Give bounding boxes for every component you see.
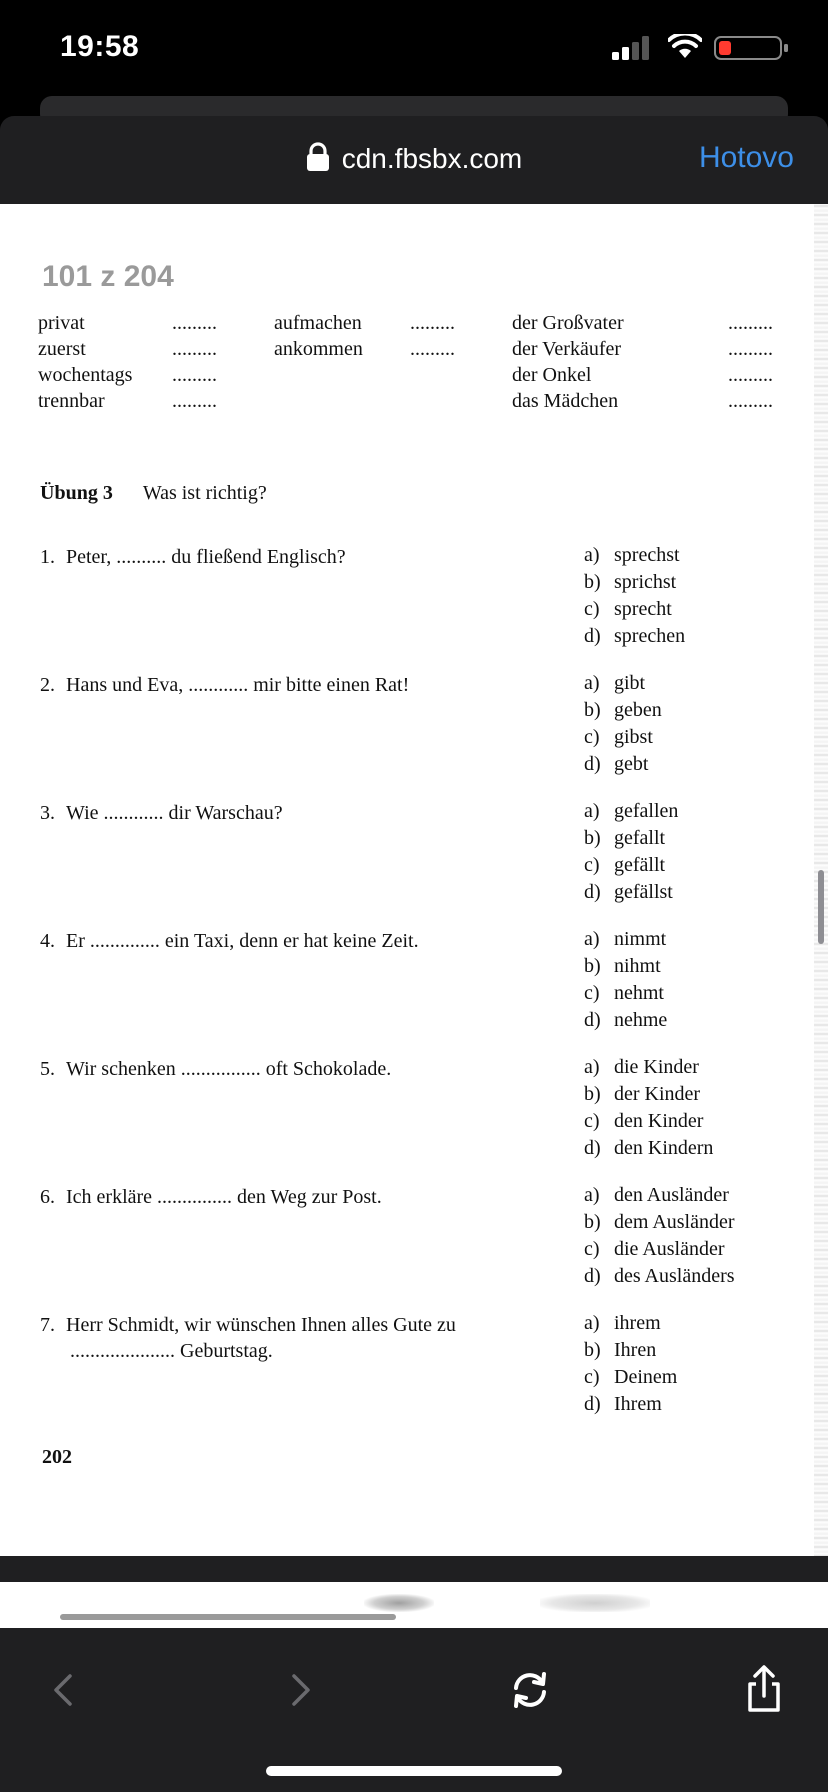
question-text: Hans und Eva, ............ mir bitte einen Rat!	[66, 674, 410, 696]
clock: 19:58	[60, 30, 140, 63]
battery-low-icon	[714, 36, 790, 60]
scan-smudge	[364, 1594, 434, 1612]
option: d) des Ausländers	[584, 1265, 735, 1287]
blank: .........	[728, 364, 773, 386]
vocab-column-2	[274, 310, 363, 362]
vocab-column-1	[38, 310, 132, 414]
blank: .........	[410, 312, 455, 334]
option: c) gefällt	[584, 854, 666, 876]
status-bar	[0, 0, 828, 100]
question-text: Er .............. ein Taxi, denn er hat keine Zeit.	[66, 930, 419, 952]
vertical-scrollbar[interactable]	[818, 870, 824, 944]
option: a) den Ausländer	[584, 1184, 729, 1206]
question-1	[40, 544, 540, 570]
back-icon	[34, 1660, 94, 1720]
option: c) gibst	[584, 726, 653, 748]
scan-smudge	[540, 1594, 650, 1612]
blank: .........	[172, 312, 217, 334]
option: d) nehme	[584, 1009, 668, 1031]
option: a) nimmt	[584, 928, 667, 950]
option: a) gibt	[584, 672, 646, 694]
options-2	[584, 670, 662, 778]
option: b) gefallt	[584, 827, 666, 849]
forward-icon	[270, 1660, 330, 1720]
exercise-title: Was ist richtig?	[142, 482, 267, 504]
option: b) dem Ausländer	[584, 1211, 735, 1233]
option: d) gefällst	[584, 881, 673, 903]
vocab-word: trennbar	[38, 390, 105, 412]
page-gap	[0, 1556, 828, 1582]
vocab-table	[0, 310, 828, 420]
page-counter: 101 z 204	[42, 260, 174, 293]
question-text: Ich erkläre ............... den Weg zur Post.	[66, 1186, 382, 1208]
status-icons	[590, 36, 790, 62]
options-4	[584, 926, 667, 1034]
question-text: Wir schenken ................ oft Schokolade.	[66, 1058, 392, 1080]
blank: .........	[410, 338, 455, 360]
question-2	[40, 672, 540, 698]
question-number: 2.	[40, 674, 55, 696]
question-number: 5.	[40, 1058, 55, 1080]
vocab-word: das Mädchen	[512, 390, 619, 412]
vocab-blanks-1	[172, 310, 217, 414]
question-4	[40, 928, 540, 954]
document-page[interactable]	[0, 204, 828, 1556]
wifi-icon	[668, 34, 702, 60]
options-6	[584, 1182, 735, 1290]
vocab-word: aufmachen	[274, 312, 362, 334]
option: d) gebt	[584, 753, 649, 775]
option: b) geben	[584, 699, 662, 721]
option: d) Ihrem	[584, 1393, 662, 1415]
question-number: 3.	[40, 802, 55, 824]
question-5	[40, 1056, 540, 1082]
vocab-word: zuerst	[38, 338, 86, 360]
question-text: Peter, .......... du fließend Englisch?	[66, 546, 346, 568]
home-indicator[interactable]	[266, 1766, 562, 1776]
options-3	[584, 798, 678, 906]
question-text: Wie ............ dir Warschau?	[66, 802, 283, 824]
options-1	[584, 542, 685, 650]
vocab-blanks-3	[728, 310, 773, 414]
done-button[interactable]: Hotovo	[698, 141, 794, 174]
option: b) der Kinder	[584, 1083, 701, 1105]
vocab-word: der Verkäufer	[512, 338, 622, 360]
page-number: 202	[42, 1446, 72, 1468]
blank: .........	[728, 390, 773, 412]
option: a) sprechst	[584, 544, 680, 566]
question-number: 7.	[40, 1314, 55, 1336]
question-number: 4.	[40, 930, 55, 952]
options-5	[584, 1054, 713, 1162]
forward-button[interactable]	[270, 1660, 330, 1720]
blank: .........	[172, 390, 217, 412]
question-number: 6.	[40, 1186, 55, 1208]
option: d) den Kindern	[584, 1137, 714, 1159]
vocab-word: privat	[38, 312, 85, 334]
blank: .........	[728, 312, 773, 334]
question-7	[40, 1312, 560, 1364]
vocab-word: der Onkel	[512, 364, 592, 386]
cellular-signal-icon	[612, 36, 652, 60]
vocab-word: wochentags	[38, 364, 133, 386]
blank: .........	[172, 364, 217, 386]
question-6	[40, 1184, 540, 1210]
share-icon	[734, 1660, 794, 1720]
option: c) den Kinder	[584, 1110, 704, 1132]
refresh-icon	[500, 1660, 560, 1720]
vocab-word: der Großvater	[512, 312, 624, 334]
option: c) nehmt	[584, 982, 664, 1004]
option: a) die Kinder	[584, 1056, 699, 1078]
blank: .........	[728, 338, 773, 360]
refresh-button[interactable]	[500, 1660, 560, 1720]
option: c) die Ausländer	[584, 1238, 725, 1260]
options-7	[584, 1310, 677, 1418]
exercise-label: Übung 3	[40, 482, 113, 504]
question-3	[40, 800, 540, 826]
option: b) Ihren	[584, 1339, 657, 1361]
vocab-blanks-2	[410, 310, 455, 362]
option: b) nihmt	[584, 955, 661, 977]
option: a) ihrem	[584, 1312, 661, 1334]
url-text: cdn.fbsbx.com	[341, 143, 523, 174]
question-text: Herr Schmidt, wir wünschen Ihnen alles Gute zu	[66, 1314, 456, 1336]
share-button[interactable]	[734, 1660, 794, 1720]
option: d) sprechen	[584, 625, 686, 647]
vocab-column-3	[512, 310, 624, 414]
next-page-preview	[0, 1556, 828, 1628]
horizontal-scrollbar[interactable]	[60, 1614, 396, 1620]
exercise-heading	[40, 482, 267, 505]
question-number: 1.	[40, 546, 55, 568]
bottom-toolbar	[0, 1628, 828, 1792]
option: c) Deinem	[584, 1366, 678, 1388]
back-button[interactable]	[34, 1660, 94, 1720]
browser-header	[0, 116, 828, 204]
question-text-line-2: ..................... Geburtstag.	[70, 1340, 273, 1362]
option: c) sprecht	[584, 598, 672, 620]
lock-icon	[306, 142, 330, 172]
option: b) sprichst	[584, 571, 677, 593]
blank: .........	[172, 338, 217, 360]
option: a) gefallen	[584, 800, 679, 822]
vocab-word: ankommen	[274, 338, 363, 360]
